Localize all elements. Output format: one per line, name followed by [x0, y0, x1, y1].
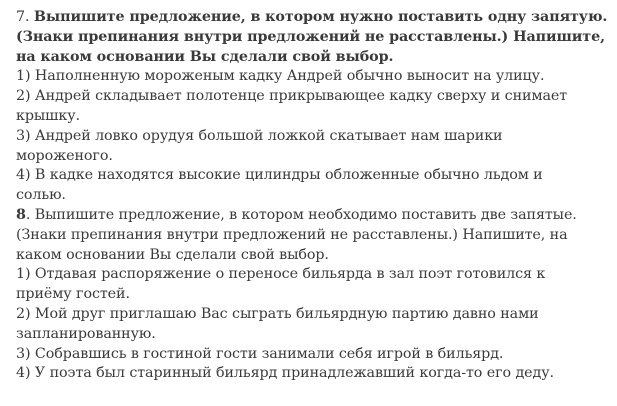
- task-7-prompt-line: [16, 8, 608, 28]
- task-8-option-1: 1) Отдавая распоряжение о переносе бильярда в зал поэт готовился к: [16, 266, 546, 283]
- task-7-prompt-line: на каком основании Вы сделали свой выбор.: [16, 48, 394, 65]
- task-7-option-2-continued: крышку.: [16, 107, 80, 124]
- task-7-option-3-continued: мороженого.: [16, 147, 113, 164]
- task-7-number: 7.: [16, 9, 30, 25]
- task-8-prompt: . Выпишите предложение, в котором необходимо поставить две запятые.: [25, 206, 577, 223]
- task-8-prompt-line: каком основании Вы сделали свой выбор.: [16, 246, 329, 263]
- task-7-option-2: 2) Андрей складывает полотенце прикрывающее кадку сверху и снимает: [16, 88, 568, 105]
- task-7-prompt: Выпишите предложение, в котором нужно поставить одну запятую.: [33, 9, 608, 25]
- task-8-option-1-continued: приёму гостей.: [16, 286, 130, 303]
- task-8-option-2-continued: запланированную.: [16, 325, 156, 342]
- task-8-option-2: 2) Мой друг приглашаю Вас сыграть бильярдную партию давно нами: [16, 305, 539, 322]
- task-7-prompt-line: (Знаки препинания внутри предложений не расставлены.) Напишите,: [16, 28, 605, 45]
- task-7-option-4: 4) В кадке находятся высокие цилиндры обложенные обычно льдом и: [16, 167, 543, 184]
- task-8-prompt-line: [16, 206, 608, 226]
- task-8-number: 8: [16, 206, 26, 223]
- task-7-option-4-continued: солью.: [16, 187, 66, 204]
- task-8-option-4: 4) У поэта был старинный бильярд принадлежавший когда-то его деду.: [16, 365, 554, 382]
- task-8: [16, 206, 608, 384]
- task-7-option-1: 1) Наполненную мороженым кадку Андрей обычно выносит на улицу.: [16, 68, 545, 85]
- task-7: [16, 8, 608, 206]
- task-7-option-3: 3) Андрей ловко орудуя большой ложкой скатывает нам шарики: [16, 127, 503, 144]
- task-8-option-3: 3) Собравшись в гостиной гости занимали себя игрой в бильярд.: [16, 345, 504, 362]
- document-body: [16, 8, 608, 384]
- task-8-prompt-line: (Знаки препинания внутри предложений не расставлены.) Напишите, на: [16, 226, 568, 243]
